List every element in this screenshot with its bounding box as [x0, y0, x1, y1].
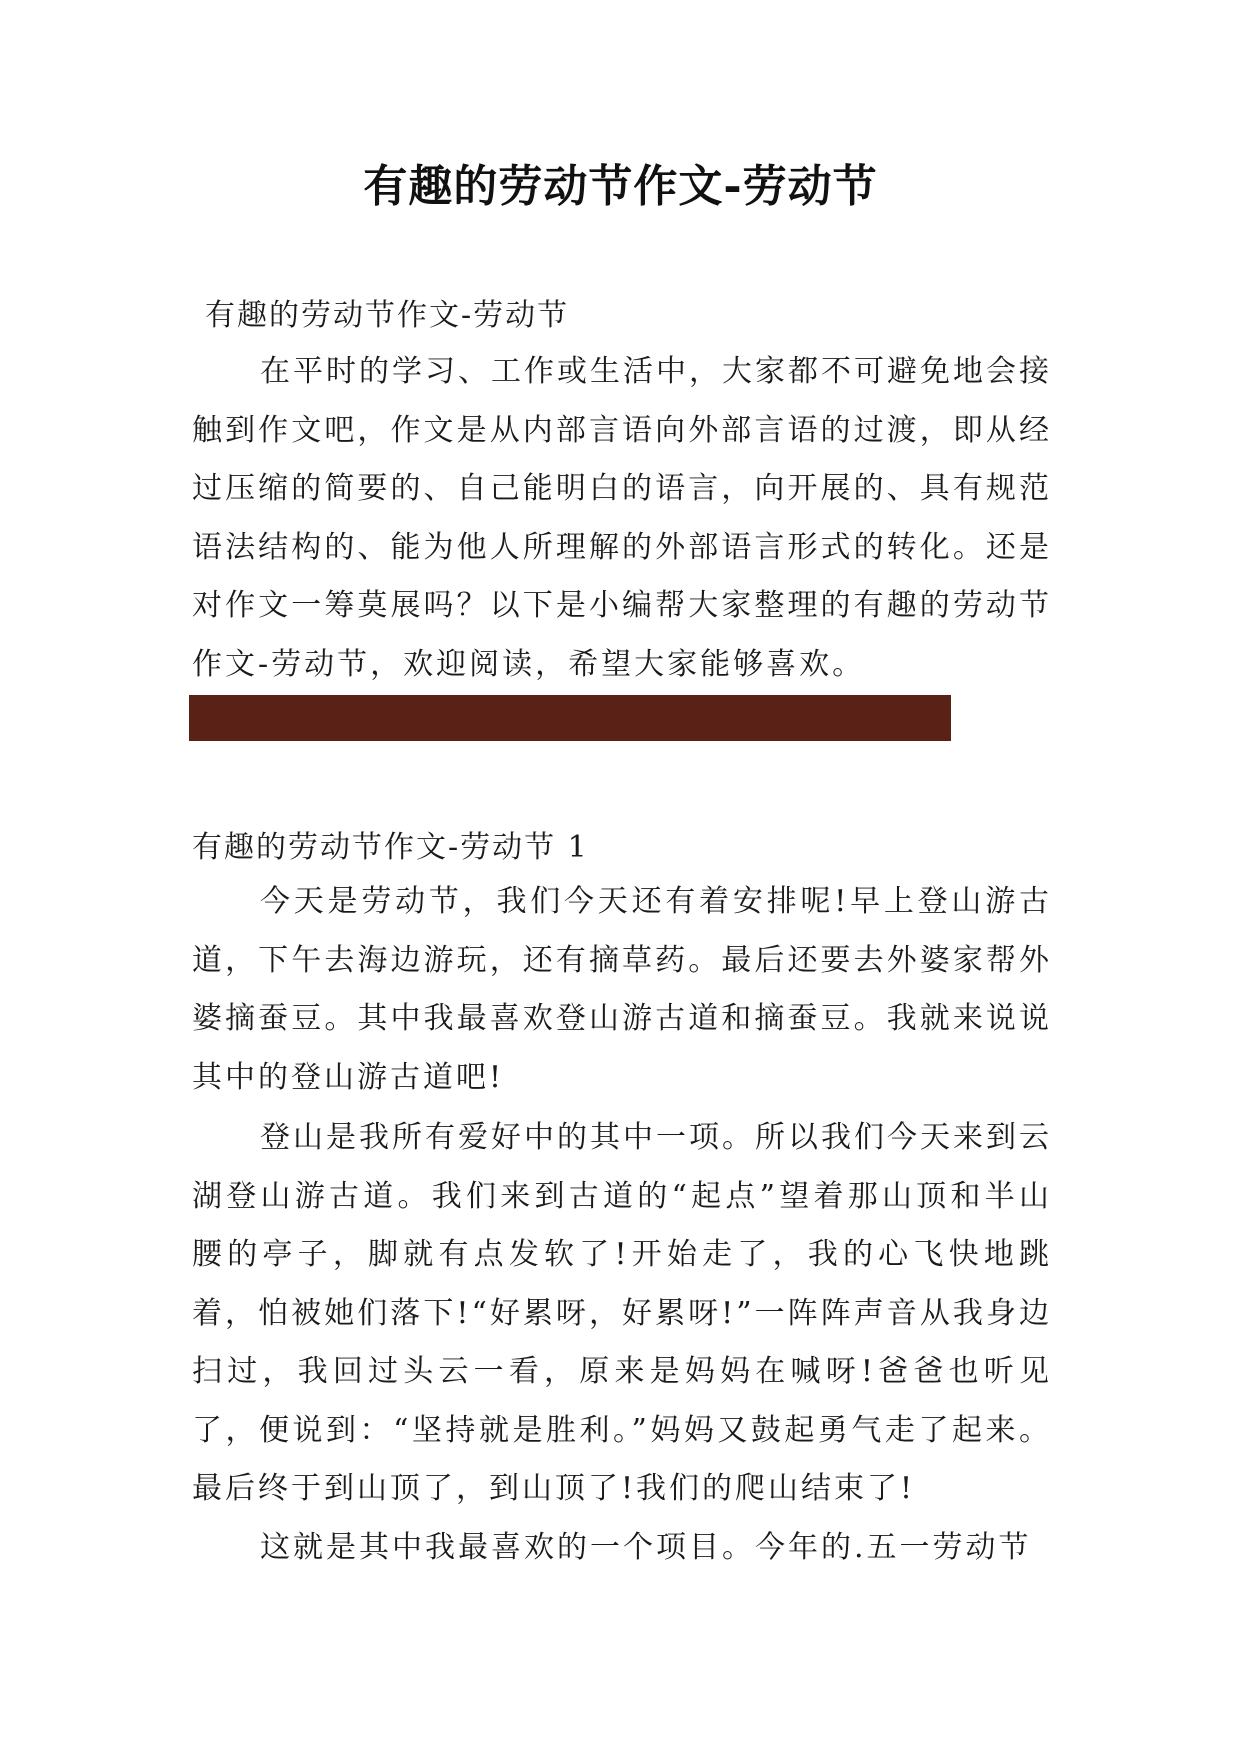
section-heading: 有趣的劳动节作文-劳动节 1	[192, 830, 589, 865]
redaction-bar	[189, 695, 951, 741]
body-paragraph: 登山是我所有爱好中的其中一项。所以我们今天来到云湖登山游古道。我们来到古道的“起点”望着那山顶和半山腰的亭子，脚就有点发软了!开始走了，我的心飞快地跳着，怕被她们落下!“好累呀，好累呀!”一阵阵声音从我身边扫过，我回过头云一看，原来是妈妈在喊呀!爸爸也听见了，便说到：“坚持就是胜利。”妈妈又鼓起勇气走了起来。最后终于到山顶了，到山顶了!我们的爬山结束了!	[192, 1120, 1052, 1506]
intro-paragraph: 在平时的学习、工作或生活中，大家都不可避免地会接触到作文吧，作文是从内部言语向外部言语的过渡，即从经过压缩的简要的、自己能明白的语言，向开展的、具有规范语法结构的、能为他人所理解的外部语言形式的转化。还是对作文一筹莫展吗？以下是小编帮大家整理的有趣的劳动节作文-劳动节，欢迎阅读，希望大家能够喜欢。	[192, 354, 1052, 682]
body-paragraph: 这就是其中我最喜欢的一个项目。今年的.五一劳动节	[260, 1530, 1032, 1565]
body-paragraph: 今天是劳动节，我们今天还有着安排呢!早上登山游古道，下午去海边游玩，还有摘草药。最后还要去外婆家帮外婆摘蚕豆。其中我最喜欢登山游古道和摘蚕豆。我就来说说其中的登山游古道吧!	[192, 884, 1052, 1095]
document-title: 有趣的劳动节作文-劳动节	[363, 161, 878, 212]
document-subtitle: 有趣的劳动节作文-劳动节	[205, 298, 570, 333]
